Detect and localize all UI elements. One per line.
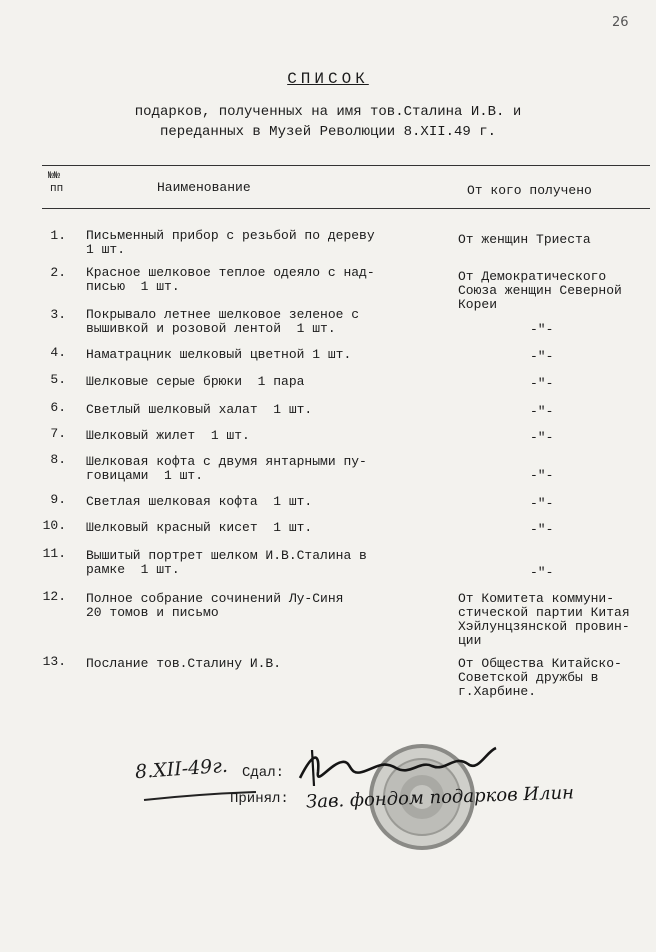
item-source: От Демократического Союза женщин Северной Кореи (458, 269, 622, 312)
header-bottom-rule (42, 208, 650, 209)
row-number: 1. (50, 228, 66, 243)
header-num-1: №№ (48, 171, 61, 182)
item-name: Послание тов.Сталину И.В. (86, 656, 282, 671)
handed-over-label: Сдал: (242, 765, 285, 781)
item-source: От женщин Триеста (458, 232, 591, 247)
row-number: 4. (50, 345, 66, 360)
ditto-mark: -"- (530, 496, 554, 511)
handwritten-date: 8.XII-49г. (134, 754, 229, 784)
ditto-mark: -"- (530, 404, 554, 419)
item-name: Письменный прибор с резьбой по дереву 1 шт. (86, 228, 375, 257)
ditto-mark: -"- (530, 522, 554, 537)
ditto-mark: -"- (530, 349, 554, 364)
item-source: От Комитета коммуни- стической партии Китая Хэйлунцзянской провин- ции (458, 591, 630, 648)
received-signature: Зав. фондом подарков Илин (305, 782, 575, 813)
header-from: От кого получено (467, 183, 592, 198)
row-number: 6. (50, 400, 66, 415)
item-name: Полное собрание сочинений Лу-Синя 20 томов и письмо (86, 591, 344, 620)
header-num-2: пп (50, 183, 64, 195)
row-number: 9. (50, 492, 66, 507)
row-number: 2. (50, 265, 66, 280)
ditto-mark: -"- (530, 468, 554, 483)
row-number: 3. (50, 307, 66, 322)
subtitle-line-1: подарков, полученных на имя тов.Сталина И.В. и (134, 104, 522, 120)
header-name: Наименование (157, 180, 251, 195)
item-name: Красное шелковое теплое одеяло с над- писью 1 шт. (86, 265, 375, 294)
ditto-mark: -"- (530, 322, 554, 337)
item-name: Шелковый красный кисет 1 шт. (86, 520, 313, 535)
item-name: Вышитый портрет шелком И.В.Сталина в рамке 1 шт. (86, 548, 367, 577)
item-source: От Общества Китайско- Советской дружбы в г.Харбине. (458, 656, 622, 699)
ditto-mark: -"- (530, 376, 554, 391)
received-label: Принял: (230, 791, 289, 807)
row-number: 8. (50, 452, 66, 467)
item-name: Светлый шелковый халат 1 шт. (86, 402, 313, 417)
row-number: 5. (50, 372, 66, 387)
row-number: 10. (42, 518, 66, 533)
ditto-mark: -"- (530, 565, 554, 580)
table-top-rule (42, 165, 650, 166)
item-name: Светлая шелковая кофта 1 шт. (86, 494, 313, 509)
ditto-mark: -"- (530, 430, 554, 445)
subtitle-line-2: переданных в Музей Революции 8.XII.49 г. (159, 124, 497, 140)
page-number: 26 (612, 15, 629, 30)
item-name: Наматрацник шелковый цветной 1 шт. (86, 347, 352, 362)
row-number: 7. (50, 426, 66, 441)
row-number: 11. (42, 546, 66, 561)
item-name: Шелковая кофта с двумя янтарными пу- говицами 1 шт. (86, 454, 367, 483)
row-number: 12. (42, 589, 66, 604)
document-title: СПИСОК (287, 70, 369, 88)
row-number: 13. (42, 654, 66, 669)
item-name: Шелковый жилет 1 шт. (86, 428, 250, 443)
item-name: Шелковые серые брюки 1 пара (86, 374, 305, 389)
item-name: Покрывало летнее шелковое зеленое с вышивкой и розовой лентой 1 шт. (86, 307, 360, 336)
